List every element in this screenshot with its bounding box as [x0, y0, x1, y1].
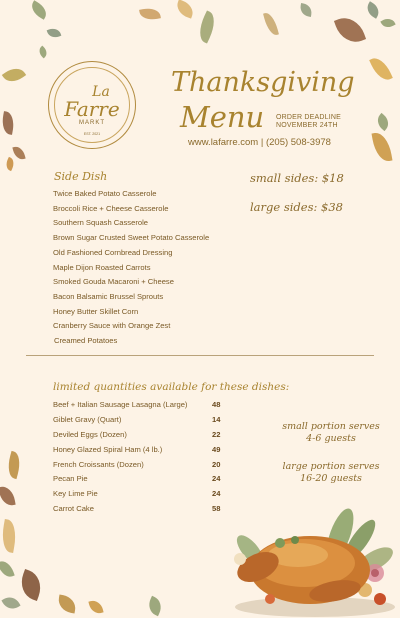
limited-heading: limited quantities available for these dishes: — [53, 381, 290, 393]
list-item: Maple Dijon Roasted Carrots — [53, 262, 151, 272]
leaf-icon — [139, 6, 161, 21]
table-row — [53, 398, 228, 413]
leaf-icon — [37, 46, 50, 59]
dish-quantity: 14 — [212, 414, 221, 424]
dish-name: Pecan Pie — [53, 474, 88, 484]
dish-quantity: 49 — [212, 444, 221, 454]
dish-name: Beef + Italian Sausage Lasagna (Large) — [53, 400, 188, 409]
table-row — [53, 458, 228, 473]
leaf-icon — [145, 596, 164, 616]
logo-line-2: Farre — [64, 96, 120, 121]
leaf-icon — [2, 64, 26, 87]
dish-name: Deviled Eggs (Dozen) — [53, 429, 127, 439]
leaf-icon — [28, 0, 50, 19]
leaf-icon — [374, 113, 392, 131]
small-portion-line-2: 4-6 guests — [306, 433, 356, 444]
large-portion-note — [276, 461, 386, 485]
dish-name: Honey Glazed Spiral Ham (4 lb.) — [53, 444, 163, 454]
order-deadline — [276, 114, 341, 130]
deadline-line-2: NOVEMBER 24TH — [276, 122, 338, 129]
table-row — [53, 443, 228, 458]
list-item: Broccoli Rice + Cheese Casserole — [53, 203, 169, 213]
leaf-icon — [194, 10, 219, 43]
leaf-icon — [0, 111, 16, 135]
leaf-icon — [0, 558, 15, 579]
section-divider — [26, 355, 374, 356]
side-dish-heading: Side Dish — [54, 170, 108, 183]
leaf-icon — [369, 54, 393, 83]
dish-quantity: 58 — [212, 504, 221, 514]
dish-name: Key Lime Pie — [53, 489, 98, 499]
side-dish-list — [53, 187, 209, 349]
logo-line-1: La — [92, 83, 110, 100]
logo-est: EST. 2021 — [83, 132, 101, 136]
leaf-icon — [16, 569, 46, 601]
contact-info: www.lafarre.com | (205) 508-3978 — [188, 137, 331, 148]
list-item: Old Fashioned Cornbread Dressing — [53, 247, 173, 257]
la-farre-logo — [48, 61, 136, 149]
list-item: Southern Squash Casserole — [53, 218, 148, 228]
leaf-icon — [57, 595, 78, 614]
limited-dish-list — [53, 398, 228, 517]
table-row — [53, 502, 228, 517]
large-sides-price: large sides: $38 — [250, 200, 343, 214]
leaf-icon — [4, 157, 16, 171]
roast-turkey-illustration — [220, 495, 400, 618]
leaf-icon — [263, 11, 279, 37]
dish-quantity: 48 — [212, 400, 221, 409]
large-portion-line-1: large portion serves — [282, 461, 380, 472]
leaf-icon — [364, 1, 382, 18]
list-item: Honey Butter Skillet Corn — [53, 306, 139, 316]
leaf-icon — [0, 485, 16, 507]
menu-title-line-2: Menu — [180, 100, 265, 134]
large-portion-line-2: 16-20 guests — [300, 473, 362, 484]
leaf-icon — [372, 131, 393, 163]
dish-quantity: 20 — [212, 459, 221, 469]
leaf-icon — [88, 599, 103, 616]
dish-name: Carrot Cake — [53, 504, 94, 514]
list-item: Creamed Potatoes — [54, 336, 118, 346]
dish-name: French Croissants (Dozen) — [53, 459, 144, 469]
logo-line-3: MARKT — [79, 119, 105, 126]
leaf-icon — [1, 593, 20, 612]
small-sides-price: small sides: $18 — [250, 171, 344, 185]
table-row — [53, 428, 228, 443]
leaf-icon — [0, 519, 19, 553]
leaf-icon — [334, 13, 366, 48]
dish-name: Giblet Gravy (Quart) — [53, 414, 122, 424]
leaf-icon — [174, 0, 196, 19]
list-item: Twice Baked Potato Casserole — [53, 189, 157, 198]
table-row — [53, 472, 228, 487]
menu-title-line-1: Thanksgiving — [171, 67, 355, 98]
leaf-icon — [380, 16, 395, 31]
table-row — [53, 413, 228, 428]
list-item: Brown Sugar Crusted Sweet Potato Casserole — [53, 233, 210, 243]
list-item: Cranberry Sauce with Orange Zest — [53, 321, 171, 331]
dish-quantity: 22 — [212, 429, 221, 439]
list-item: Smoked Gouda Macaroni + Cheese — [53, 277, 174, 287]
leaf-icon — [12, 145, 25, 161]
list-item: Bacon Balsamic Brussel Sprouts — [53, 291, 164, 301]
leaf-icon — [5, 451, 23, 479]
small-portion-note — [276, 421, 386, 445]
leaf-icon — [299, 3, 313, 17]
leaf-icon — [47, 26, 62, 40]
table-row — [53, 487, 228, 502]
dish-quantity: 24 — [212, 489, 221, 499]
deadline-line-1: ORDER DEADLINE — [276, 114, 342, 121]
small-portion-line-1: small portion serves — [282, 421, 380, 432]
dish-quantity: 24 — [212, 474, 221, 484]
